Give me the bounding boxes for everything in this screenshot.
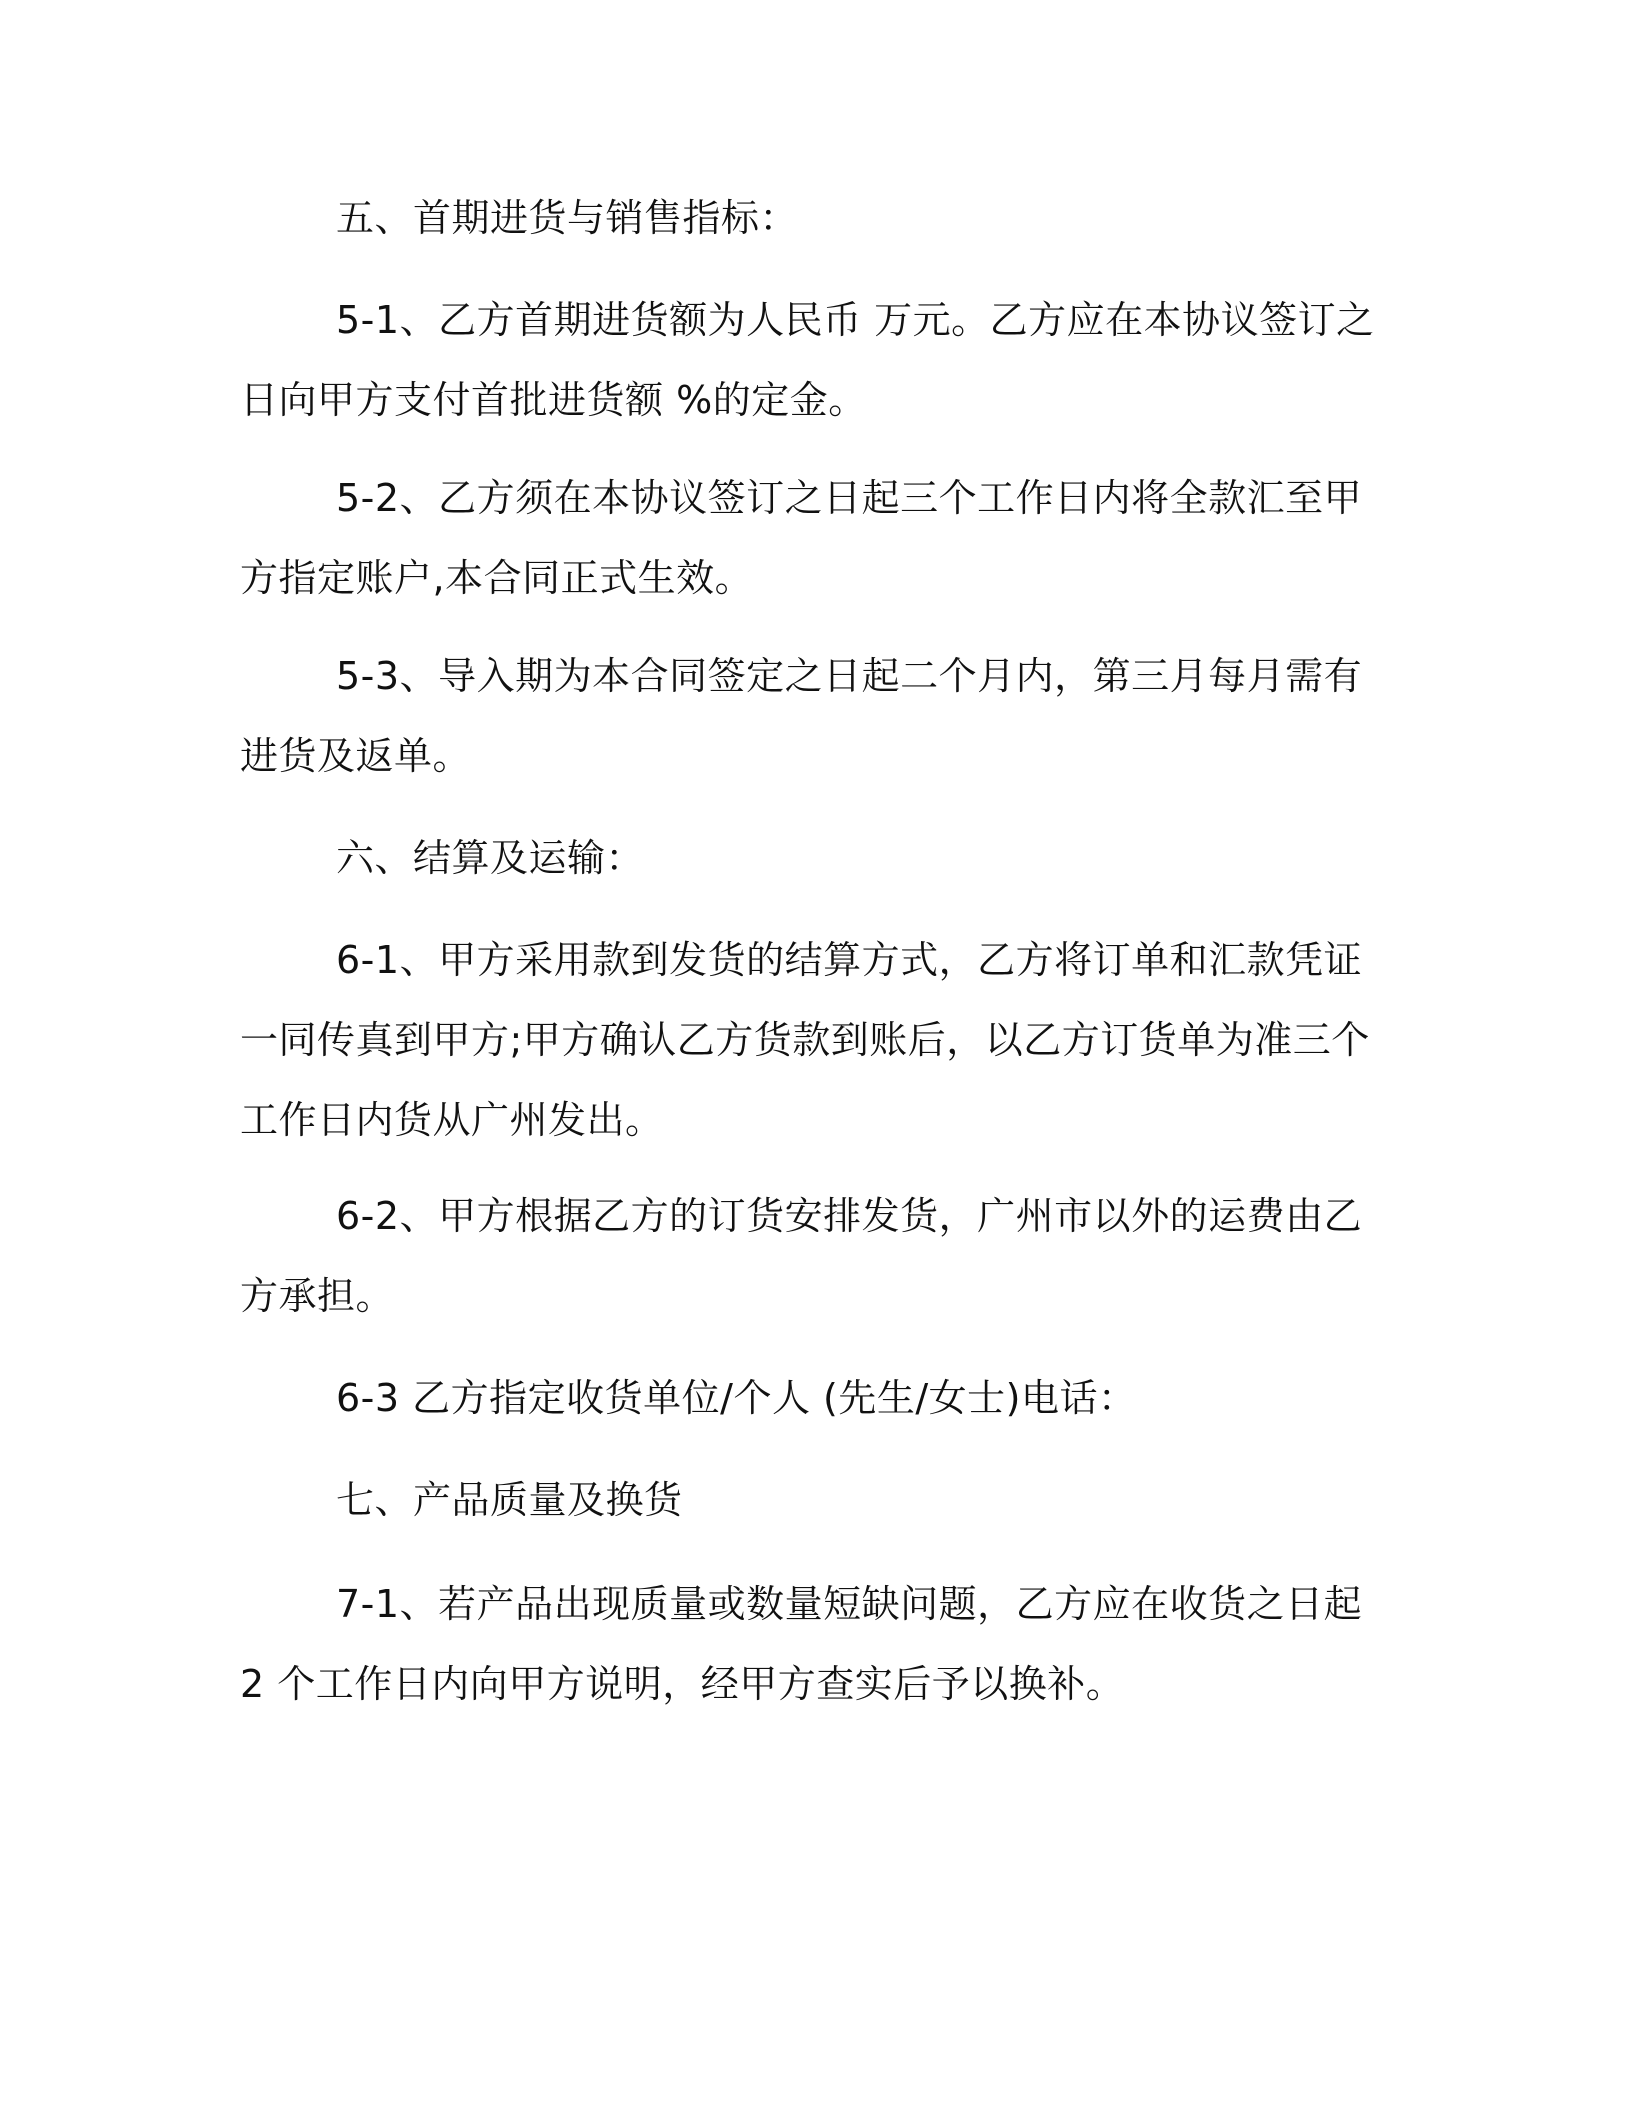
section-heading-6: 六、结算及运输： [336, 836, 645, 880]
clause-5-1: 5-1、乙方首期进货额为人民币 万元。乙方应在本协议签订之日向甲方支付首批进货额 %的定金。 [240, 298, 1375, 422]
section-heading-7: 七、产品质量及换货 [336, 1478, 683, 1522]
clause-6-3: 6-3 乙方指定收货单位/个人 (先生/女士)电话： [336, 1376, 1137, 1420]
section-heading-5: 五、首期进货与销售指标： [336, 196, 799, 240]
clause-6-1: 6-1、甲方采用款到发货的结算方式，乙方将订单和汇款凭证一同传真到甲方;甲方确认乙方货款到账后，以乙方订货单为准三个工作日内货从广州发出。 [240, 938, 1370, 1142]
clause-5-3: 5-3、导入期为本合同签定之日起二个月内，第三月每月需有进货及返单。 [240, 654, 1363, 778]
clause-7-1: 7-1、若产品出现质量或数量短缺问题，乙方应在收货之日起 2 个工作日内向甲方说明，经甲方查实后予以换补。 [240, 1582, 1363, 1706]
clause-6-2: 6-2、甲方根据乙方的订货安排发货，广州市以外的运费由乙方承担。 [240, 1194, 1363, 1318]
clause-5-2: 5-2、乙方须在本协议签订之日起三个工作日内将全款汇至甲方指定账户,本合同正式生效。 [240, 476, 1363, 600]
